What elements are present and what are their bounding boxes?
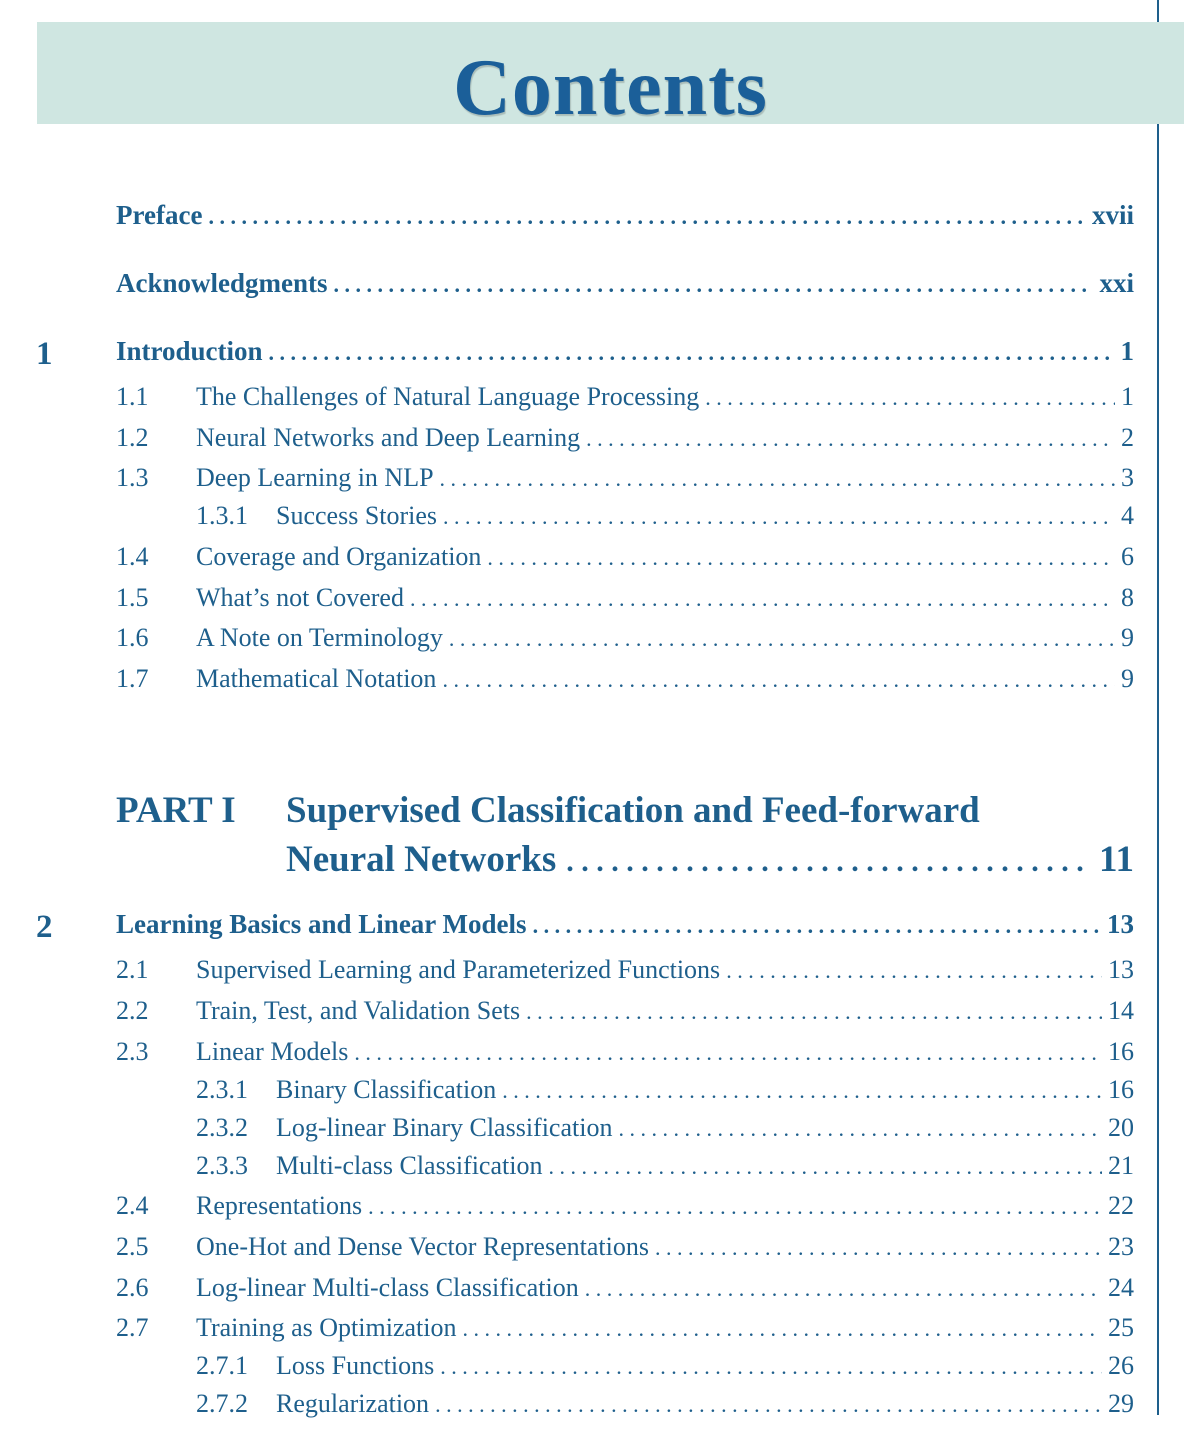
- leader-dots: [705, 385, 1115, 411]
- section-title: Representations: [196, 1191, 363, 1220]
- leader-dots: [449, 626, 1115, 652]
- toc-section[interactable]: [0, 1273, 1134, 1307]
- leader-dots: [502, 1078, 1102, 1104]
- section-title: The Challenges of Natural Language Processing: [196, 382, 700, 411]
- leader-dots: [655, 1235, 1102, 1261]
- leader-dots: [334, 272, 1094, 298]
- contents-header-banner: [37, 22, 1184, 132]
- toc-subsection[interactable]: [0, 501, 1134, 535]
- subsection-number: 2.3.2: [196, 1113, 248, 1142]
- toc-subsection[interactable]: [0, 1151, 1134, 1185]
- subsection-number: 1.3.1: [196, 501, 248, 530]
- chapter-title: Introduction: [116, 336, 263, 366]
- section-number: 1.2: [116, 423, 149, 452]
- leader-dots: [269, 340, 1115, 366]
- toc-section[interactable]: [0, 664, 1134, 698]
- section-title: Supervised Learning and Parameterized Functions: [196, 955, 721, 984]
- toc-page-number: xxi: [1099, 268, 1134, 298]
- section-number: 1.6: [116, 623, 149, 652]
- subsection-number: 2.3.3: [196, 1151, 248, 1180]
- toc-page-number: 21: [1108, 1151, 1134, 1180]
- leader-dots: [208, 204, 1086, 230]
- section-number: 1.5: [116, 583, 149, 612]
- subsection-title: Binary Classification: [276, 1075, 497, 1104]
- subsection-number: 2.3.1: [196, 1075, 248, 1104]
- toc-page-number: 16: [1108, 1037, 1134, 1066]
- subsection-title: Loss Functions: [276, 1351, 435, 1380]
- section-number: 1.7: [116, 664, 149, 693]
- section-number: 2.1: [116, 955, 149, 984]
- toc-page-number: 3: [1121, 463, 1134, 492]
- leader-dots: [354, 1040, 1102, 1066]
- leader-dots: [526, 999, 1102, 1025]
- section-number: 2.3: [116, 1037, 149, 1066]
- toc-chapter-1[interactable]: [0, 336, 1134, 370]
- toc-page-number: 16: [1108, 1075, 1134, 1104]
- leader-dots: [435, 1392, 1102, 1418]
- toc-chapter-2[interactable]: [0, 909, 1134, 943]
- subsection-title: Success Stories: [276, 501, 438, 530]
- toc-section[interactable]: [0, 583, 1134, 617]
- leader-dots: [533, 913, 1101, 939]
- section-title: Training as Optimization: [196, 1313, 457, 1342]
- toc-page-number: xvii: [1091, 200, 1134, 230]
- toc-section[interactable]: [0, 382, 1134, 416]
- subsection-title: Log-linear Binary Classification: [276, 1113, 613, 1142]
- leader-dots: [440, 466, 1115, 492]
- chapter-number: 2: [36, 909, 53, 945]
- toc-subsection[interactable]: [0, 1113, 1134, 1147]
- toc-page-number: 9: [1121, 623, 1134, 652]
- toc-subsection[interactable]: [0, 1389, 1134, 1423]
- section-title: Neural Networks and Deep Learning: [196, 423, 581, 452]
- section-number: 2.2: [116, 996, 149, 1025]
- section-title: Train, Test, and Validation Sets: [196, 996, 521, 1025]
- toc-page-number: 25: [1108, 1313, 1134, 1342]
- toc-page-number: 1: [1120, 336, 1134, 366]
- toc-section[interactable]: [0, 1191, 1134, 1225]
- chapter-number: 1: [36, 336, 53, 372]
- part-title-line2: Neural Networks: [286, 839, 557, 880]
- toc-section[interactable]: [0, 463, 1134, 497]
- toc-subsection[interactable]: [0, 1351, 1134, 1385]
- right-margin-rule: [1157, 0, 1159, 1415]
- leader-dots: [442, 667, 1115, 693]
- subsection-title: Multi-class Classification: [276, 1151, 543, 1180]
- section-title: What’s not Covered: [196, 583, 404, 612]
- toc-page-number: 29: [1108, 1389, 1134, 1418]
- toc-page-number: 22: [1108, 1191, 1134, 1220]
- toc-page-number: 9: [1121, 664, 1134, 693]
- section-number: 1.1: [116, 382, 149, 411]
- toc-section[interactable]: [0, 423, 1134, 457]
- leader-dots: [487, 545, 1115, 571]
- toc-page-number: 24: [1108, 1273, 1134, 1302]
- toc-page-number: 26: [1108, 1351, 1134, 1380]
- leader-dots: [368, 1194, 1102, 1220]
- section-title: One-Hot and Dense Vector Representations: [196, 1232, 649, 1261]
- toc-section[interactable]: [0, 955, 1134, 989]
- leader-dots: [585, 1276, 1102, 1302]
- section-number: 2.5: [116, 1232, 149, 1261]
- section-number: 2.4: [116, 1191, 149, 1220]
- page-title: Contents: [453, 44, 768, 132]
- leader-dots: [566, 845, 1089, 879]
- toc-page-number: 11: [1099, 839, 1134, 880]
- toc-page-number: 13: [1107, 909, 1134, 939]
- section-number: 2.7: [116, 1313, 149, 1342]
- toc-page-number: 20: [1108, 1113, 1134, 1142]
- toc-section[interactable]: [0, 542, 1134, 576]
- leader-dots: [586, 426, 1115, 452]
- subsection-number: 2.7.2: [196, 1389, 248, 1418]
- toc-page-number: 2: [1121, 423, 1134, 452]
- part-title-line1: Supervised Classification and Feed-forward: [286, 790, 980, 831]
- toc-section[interactable]: [0, 623, 1134, 657]
- toc-section[interactable]: [0, 996, 1134, 1030]
- toc-page-number: 13: [1108, 955, 1134, 984]
- section-title: A Note on Terminology: [196, 623, 443, 652]
- leader-dots: [462, 1316, 1102, 1342]
- toc-page-number: 23: [1108, 1232, 1134, 1261]
- part-label: PART I: [116, 790, 236, 831]
- leader-dots: [443, 504, 1115, 530]
- section-number: 1.4: [116, 542, 149, 571]
- section-number: 2.6: [116, 1273, 149, 1302]
- toc-page-number: 8: [1121, 583, 1134, 612]
- leader-dots: [726, 958, 1102, 984]
- toc-entry-label: Preface: [116, 200, 203, 230]
- toc-subsection[interactable]: [0, 1075, 1134, 1109]
- toc-page-number: 4: [1121, 501, 1134, 530]
- leader-dots: [548, 1154, 1102, 1180]
- toc-page-number: 14: [1108, 996, 1134, 1025]
- leader-dots: [440, 1354, 1102, 1380]
- toc-section[interactable]: [0, 1232, 1134, 1266]
- leader-dots: [618, 1116, 1102, 1142]
- toc-entry-acknowledgments[interactable]: [0, 268, 1134, 302]
- toc-entry-label: Acknowledgments: [116, 268, 328, 298]
- section-title: Log-linear Multi-class Classification: [196, 1273, 579, 1302]
- toc-page-number: 6: [1121, 542, 1134, 571]
- chapter-title: Learning Basics and Linear Models: [116, 909, 527, 939]
- section-title: Coverage and Organization: [196, 542, 482, 571]
- leader-dots: [410, 586, 1115, 612]
- section-title: Linear Models: [196, 1037, 349, 1066]
- section-number: 1.3: [116, 463, 149, 492]
- section-title: Mathematical Notation: [196, 664, 437, 693]
- toc-entry-preface[interactable]: [0, 200, 1134, 234]
- subsection-number: 2.7.1: [196, 1351, 248, 1380]
- toc-page-number: 1: [1121, 382, 1134, 411]
- toc-section[interactable]: [0, 1037, 1134, 1071]
- section-title: Deep Learning in NLP: [196, 463, 434, 492]
- part-title-row: [0, 838, 1134, 882]
- subsection-title: Regularization: [276, 1389, 430, 1418]
- toc-section[interactable]: [0, 1313, 1134, 1347]
